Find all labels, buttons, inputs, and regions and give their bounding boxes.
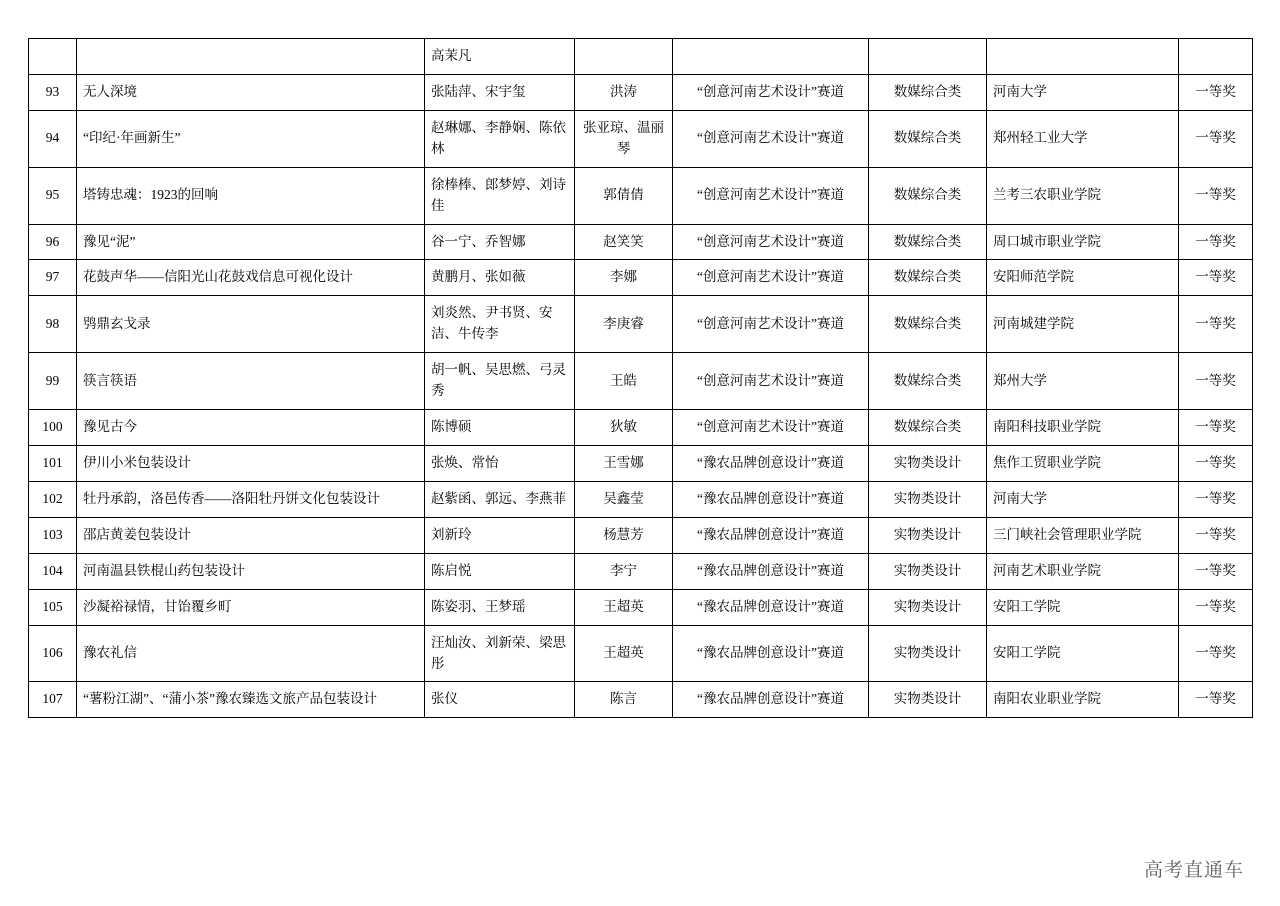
cell-work-title: 沙凝裕禄情，甘饴覆乡町 xyxy=(77,589,425,625)
cell-school xyxy=(987,39,1179,75)
cell-category: 实物类设计 xyxy=(869,481,987,517)
table-row xyxy=(29,39,1253,75)
cell-index: 99 xyxy=(29,353,77,410)
cell-advisor: 王超英 xyxy=(575,589,673,625)
cell-prize: 一等奖 xyxy=(1179,74,1253,110)
cell-prize: 一等奖 xyxy=(1179,589,1253,625)
table-row xyxy=(29,296,1253,353)
cell-advisor xyxy=(575,39,673,75)
cell-work-title: 筷言筷语 xyxy=(77,353,425,410)
cell-prize: 一等奖 xyxy=(1179,481,1253,517)
cell-school: 兰考三农职业学院 xyxy=(987,167,1179,224)
cell-advisor: 狄敏 xyxy=(575,410,673,446)
cell-authors: 谷一宁、乔智娜 xyxy=(425,224,575,260)
cell-school: 安阳师范学院 xyxy=(987,260,1179,296)
cell-track: “创意河南艺术设计”赛道 xyxy=(673,74,869,110)
cell-work-title: 鸮鼎玄戈录 xyxy=(77,296,425,353)
cell-school: 焦作工贸职业学院 xyxy=(987,445,1179,481)
table-row xyxy=(29,625,1253,682)
cell-category: 实物类设计 xyxy=(869,517,987,553)
cell-school: 郑州轻工业大学 xyxy=(987,110,1179,167)
cell-prize: 一等奖 xyxy=(1179,517,1253,553)
cell-work-title: 豫见“泥” xyxy=(77,224,425,260)
cell-prize xyxy=(1179,39,1253,75)
cell-index: 105 xyxy=(29,589,77,625)
cell-track: “创意河南艺术设计”赛道 xyxy=(673,110,869,167)
cell-category: 实物类设计 xyxy=(869,625,987,682)
cell-prize: 一等奖 xyxy=(1179,167,1253,224)
cell-prize: 一等奖 xyxy=(1179,260,1253,296)
cell-track xyxy=(673,39,869,75)
cell-work-title: 河南温县铁棍山药包装设计 xyxy=(77,553,425,589)
cell-index xyxy=(29,39,77,75)
cell-authors: 张陆萍、宋宇玺 xyxy=(425,74,575,110)
cell-category: 数媒综合类 xyxy=(869,110,987,167)
cell-school: 河南大学 xyxy=(987,481,1179,517)
cell-advisor: 杨慧芳 xyxy=(575,517,673,553)
cell-track: “豫农品牌创意设计”赛道 xyxy=(673,445,869,481)
cell-school: 安阳工学院 xyxy=(987,625,1179,682)
cell-category: 实物类设计 xyxy=(869,682,987,718)
cell-prize: 一等奖 xyxy=(1179,110,1253,167)
cell-track: “豫农品牌创意设计”赛道 xyxy=(673,589,869,625)
cell-advisor: 洪涛 xyxy=(575,74,673,110)
table-row xyxy=(29,74,1253,110)
cell-index: 103 xyxy=(29,517,77,553)
cell-work-title xyxy=(77,39,425,75)
cell-index: 98 xyxy=(29,296,77,353)
cell-advisor: 李娜 xyxy=(575,260,673,296)
cell-category xyxy=(869,39,987,75)
cell-index: 96 xyxy=(29,224,77,260)
cell-index: 101 xyxy=(29,445,77,481)
table-body xyxy=(29,39,1253,718)
cell-track: “创意河南艺术设计”赛道 xyxy=(673,260,869,296)
cell-school: 河南城建学院 xyxy=(987,296,1179,353)
cell-track: “豫农品牌创意设计”赛道 xyxy=(673,553,869,589)
cell-authors: 陈姿羽、王梦瑶 xyxy=(425,589,575,625)
cell-index: 107 xyxy=(29,682,77,718)
cell-work-title: 花鼓声华——信阳光山花鼓戏信息可视化设计 xyxy=(77,260,425,296)
cell-advisor: 李宁 xyxy=(575,553,673,589)
cell-prize: 一等奖 xyxy=(1179,296,1253,353)
table-row xyxy=(29,682,1253,718)
cell-authors: 徐棒棒、郎梦婷、刘诗佳 xyxy=(425,167,575,224)
cell-work-title: 豫农礼信 xyxy=(77,625,425,682)
cell-work-title: 无人深境 xyxy=(77,74,425,110)
cell-authors: 赵紫函、郭远、李燕菲 xyxy=(425,481,575,517)
table-row xyxy=(29,517,1253,553)
table-row xyxy=(29,260,1253,296)
table-row xyxy=(29,410,1253,446)
cell-school: 三门峡社会管理职业学院 xyxy=(987,517,1179,553)
cell-advisor: 王超英 xyxy=(575,625,673,682)
cell-category: 实物类设计 xyxy=(869,445,987,481)
cell-prize: 一等奖 xyxy=(1179,682,1253,718)
cell-category: 数媒综合类 xyxy=(869,167,987,224)
table-row xyxy=(29,589,1253,625)
cell-school: 南阳科技职业学院 xyxy=(987,410,1179,446)
cell-track: “创意河南艺术设计”赛道 xyxy=(673,296,869,353)
cell-authors: 张焕、常怡 xyxy=(425,445,575,481)
cell-authors: 刘炎然、尹书贤、安洁、牛传李 xyxy=(425,296,575,353)
cell-authors: 陈博硕 xyxy=(425,410,575,446)
table-row xyxy=(29,445,1253,481)
cell-track: “创意河南艺术设计”赛道 xyxy=(673,410,869,446)
cell-work-title: 伊川小米包装设计 xyxy=(77,445,425,481)
cell-track: “豫农品牌创意设计”赛道 xyxy=(673,625,869,682)
cell-school: 周口城市职业学院 xyxy=(987,224,1179,260)
cell-work-title: 塔铸忠魂：1923的回响 xyxy=(77,167,425,224)
cell-category: 实物类设计 xyxy=(869,589,987,625)
cell-track: “豫农品牌创意设计”赛道 xyxy=(673,682,869,718)
cell-category: 数媒综合类 xyxy=(869,353,987,410)
cell-category: 数媒综合类 xyxy=(869,224,987,260)
cell-index: 93 xyxy=(29,74,77,110)
cell-advisor: 张亚琼、温丽琴 xyxy=(575,110,673,167)
cell-advisor: 赵笑笑 xyxy=(575,224,673,260)
cell-prize: 一等奖 xyxy=(1179,553,1253,589)
cell-advisor: 王皓 xyxy=(575,353,673,410)
cell-index: 95 xyxy=(29,167,77,224)
cell-school: 河南艺术职业学院 xyxy=(987,553,1179,589)
cell-authors: 陈启悦 xyxy=(425,553,575,589)
cell-advisor: 李庚睿 xyxy=(575,296,673,353)
table-row xyxy=(29,224,1253,260)
cell-school: 郑州大学 xyxy=(987,353,1179,410)
cell-prize: 一等奖 xyxy=(1179,625,1253,682)
cell-category: 数媒综合类 xyxy=(869,410,987,446)
cell-authors: 赵琳娜、李静娴、陈依林 xyxy=(425,110,575,167)
table-row xyxy=(29,353,1253,410)
cell-advisor: 郭倩倩 xyxy=(575,167,673,224)
cell-index: 106 xyxy=(29,625,77,682)
cell-authors: 汪灿汝、刘新荣、梁思彤 xyxy=(425,625,575,682)
cell-advisor: 王雪娜 xyxy=(575,445,673,481)
cell-track: “创意河南艺术设计”赛道 xyxy=(673,224,869,260)
cell-prize: 一等奖 xyxy=(1179,224,1253,260)
cell-prize: 一等奖 xyxy=(1179,353,1253,410)
cell-advisor: 吴鑫莹 xyxy=(575,481,673,517)
cell-category: 数媒综合类 xyxy=(869,260,987,296)
cell-category: 数媒综合类 xyxy=(869,296,987,353)
table-row xyxy=(29,481,1253,517)
cell-work-title: 牡丹承韵，洛邑传香——洛阳牡丹饼文化包装设计 xyxy=(77,481,425,517)
cell-authors: 胡一帆、吴思燃、弓灵秀 xyxy=(425,353,575,410)
cell-work-title: “印纪·年画新生” xyxy=(77,110,425,167)
cell-work-title: 豫见古今 xyxy=(77,410,425,446)
cell-index: 94 xyxy=(29,110,77,167)
cell-index: 97 xyxy=(29,260,77,296)
cell-authors: 张仪 xyxy=(425,682,575,718)
cell-authors: 高茉凡 xyxy=(425,39,575,75)
cell-school: 南阳农业职业学院 xyxy=(987,682,1179,718)
table-row xyxy=(29,110,1253,167)
cell-category: 数媒综合类 xyxy=(869,74,987,110)
cell-track: “豫农品牌创意设计”赛道 xyxy=(673,481,869,517)
cell-track: “创意河南艺术设计”赛道 xyxy=(673,353,869,410)
table-row xyxy=(29,553,1253,589)
cell-prize: 一等奖 xyxy=(1179,445,1253,481)
cell-category: 实物类设计 xyxy=(869,553,987,589)
cell-work-title: “薯粉江湖”、“蒲小茶”豫农臻选文旅产品包装设计 xyxy=(77,682,425,718)
cell-authors: 刘新玲 xyxy=(425,517,575,553)
watermark: 高考直通车 xyxy=(1143,860,1244,881)
cell-track: “豫农品牌创意设计”赛道 xyxy=(673,517,869,553)
table-row xyxy=(29,167,1253,224)
cell-index: 100 xyxy=(29,410,77,446)
cell-authors: 黄鹏月、张如薇 xyxy=(425,260,575,296)
cell-school: 安阳工学院 xyxy=(987,589,1179,625)
award-list-table xyxy=(28,38,1253,718)
cell-work-title: 邵店黄姜包装设计 xyxy=(77,517,425,553)
cell-school: 河南大学 xyxy=(987,74,1179,110)
cell-advisor: 陈言 xyxy=(575,682,673,718)
cell-index: 102 xyxy=(29,481,77,517)
cell-track: “创意河南艺术设计”赛道 xyxy=(673,167,869,224)
cell-index: 104 xyxy=(29,553,77,589)
cell-prize: 一等奖 xyxy=(1179,410,1253,446)
